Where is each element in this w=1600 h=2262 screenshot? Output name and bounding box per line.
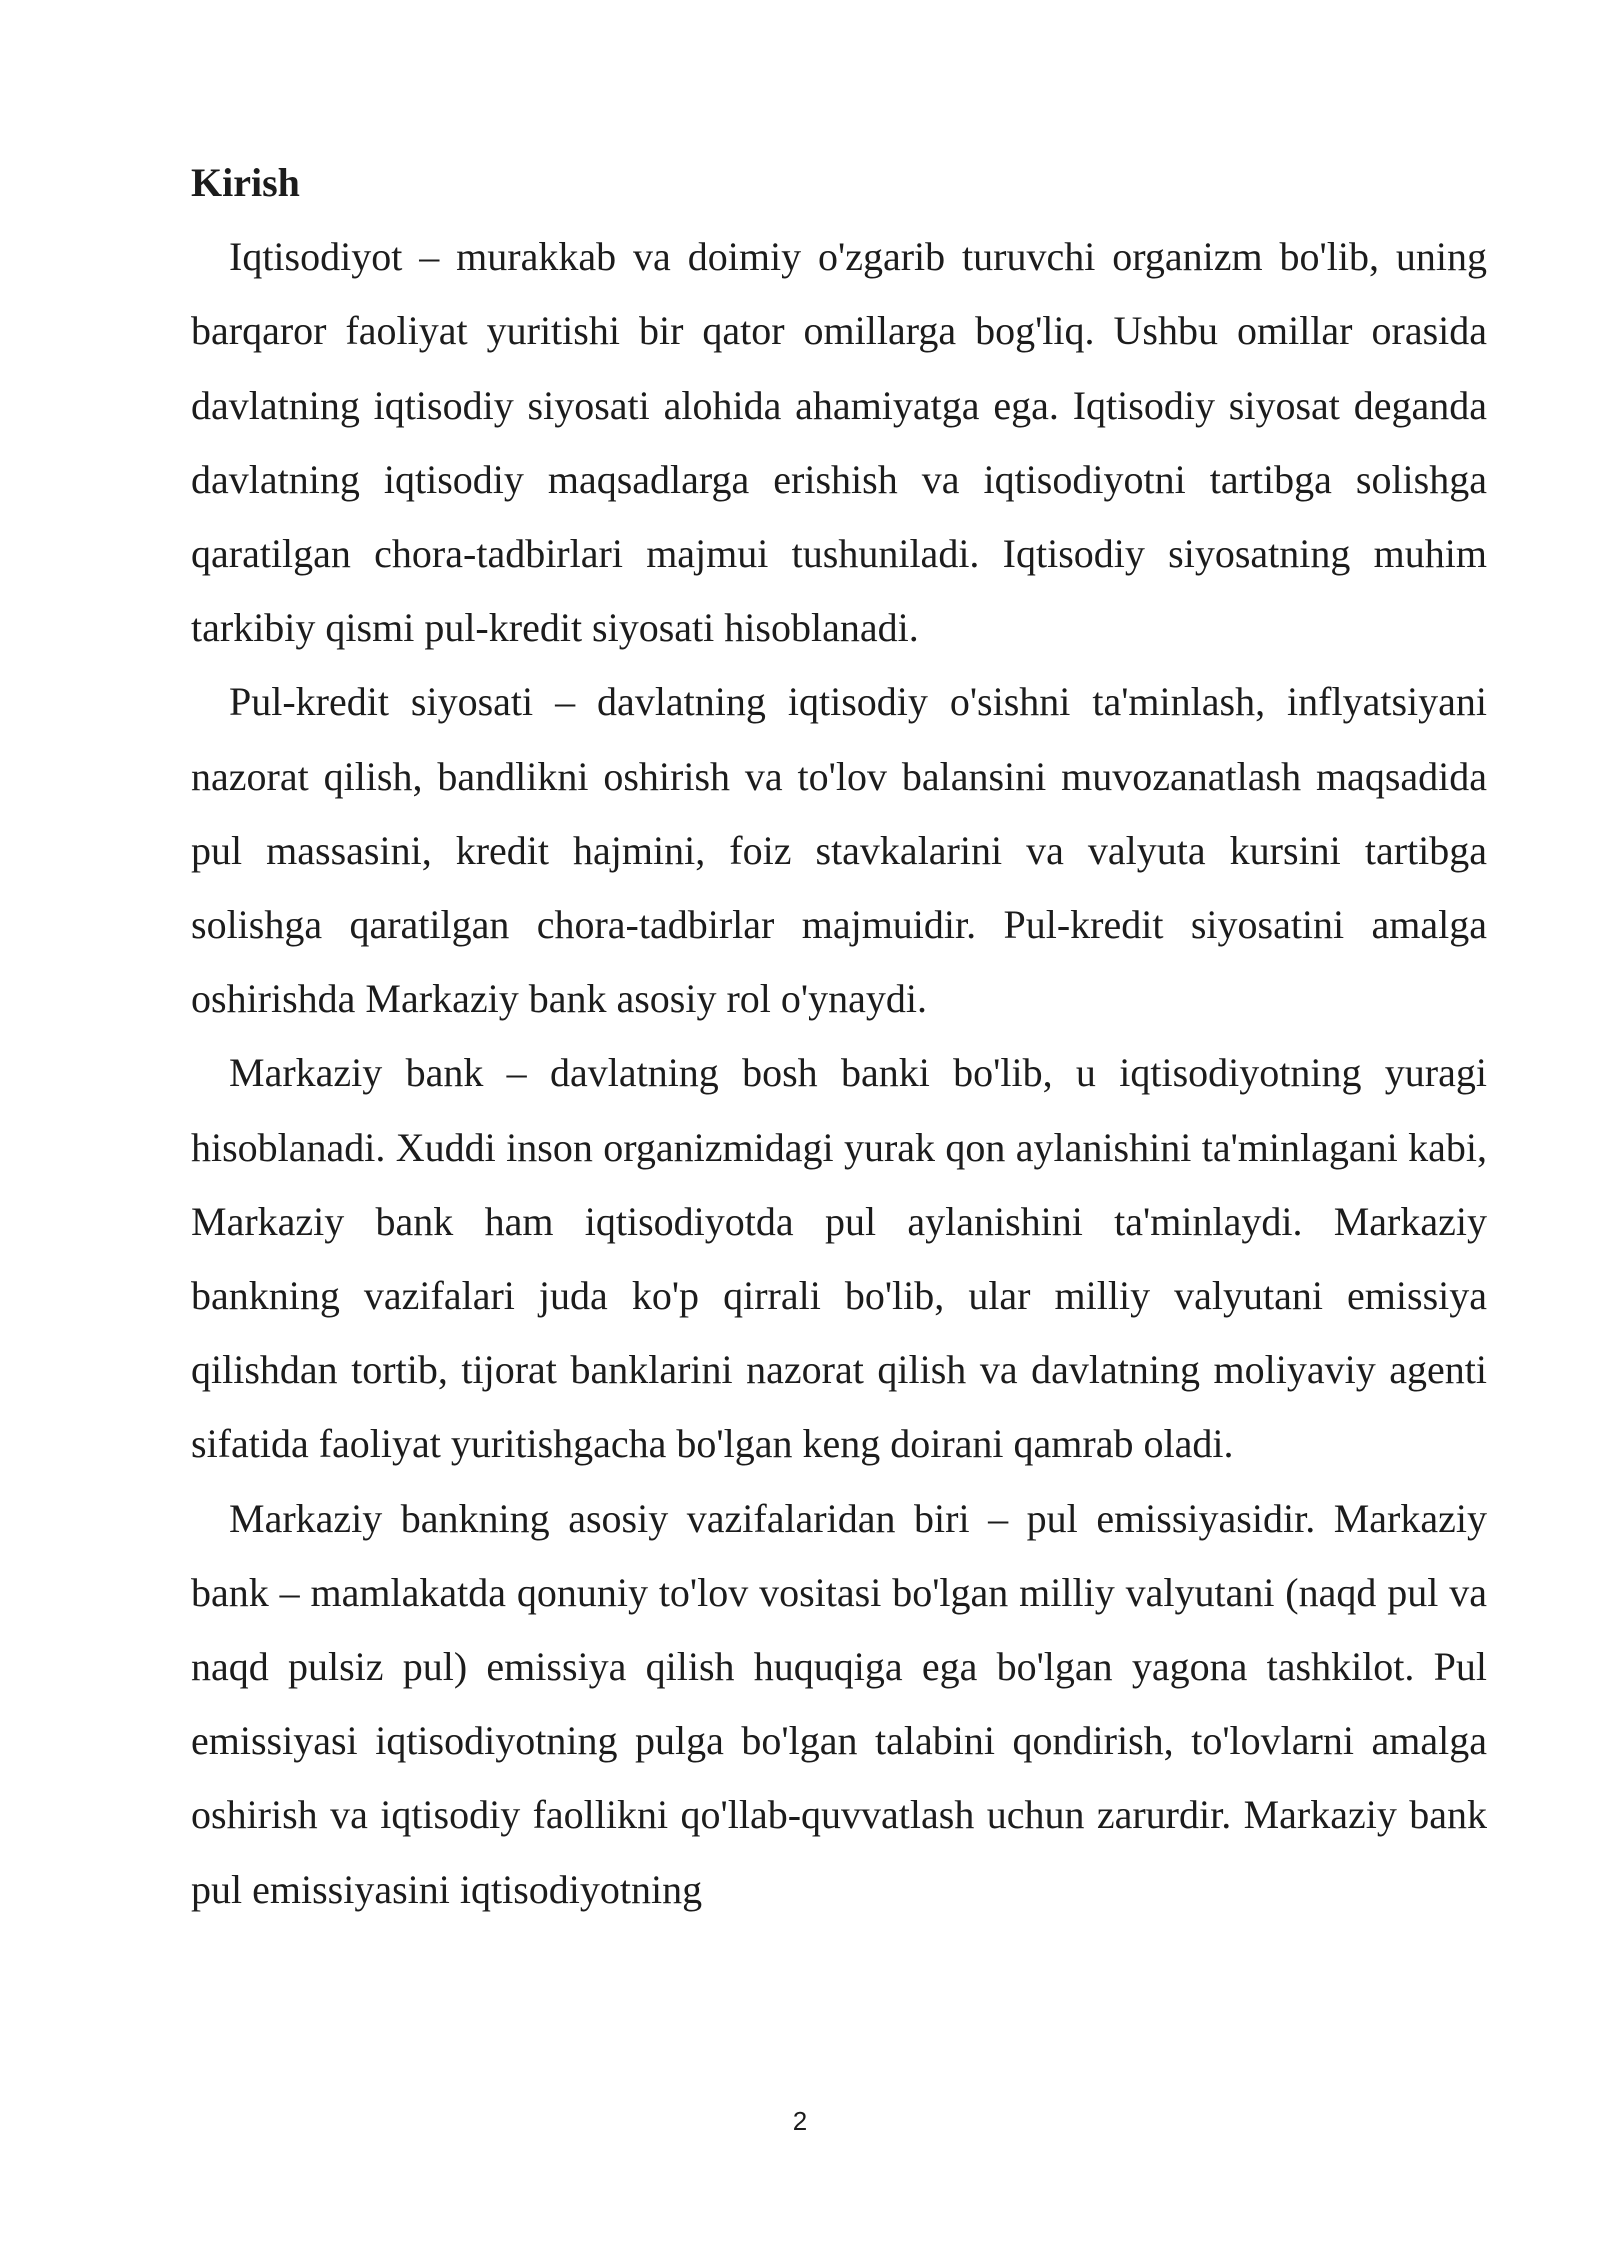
paragraph: Markaziy bank – davlatning bosh banki bo'lib, u iqtisodiyotning yuragi hisoblanadi. Xuddi inson organizmidagi yurak qon aylanishini ta'minlagani kabi, Markaziy bank ham iqtisodiyotda pul aylanishini ta'minlaydi. Markaziy bankning vazifalari juda ko'p qirrali bo'lib, ular milliy valyutani emissiya qilishdan tortib, tijorat banklarini nazorat qilish va davlatning moliyaviy agenti sifatida faoliyat yuritishgacha bo'lgan keng doirani qamrab oladi. bbox=[191, 1050, 1487, 1467]
paragraph: Iqtisodiyot – murakkab va doimiy o'zgarib turuvchi organizm bo'lib, uning barqaror faoliyat yuritishi bir qator omillarga bog'liq. Ushbu omillar orasida davlatning iqtisodiy siyosati alohida ahamiyatga ega. Iqtisodiy siyosat deganda davlatning iqtisodiy maqsadlarga erishish va iqtisodiyotni tartibga solishga qaratilgan chora-tadbirlari majmui tushuniladi. Iqtisodiy siyosatning muhim tarkibiy qismi pul-kredit siyosati hisoblanadi. bbox=[191, 234, 1487, 651]
paragraph: Markaziy bankning asosiy vazifalaridan biri – pul emissiyasidir. Markaziy bank – mamlakatda qonuniy to'lov vositasi bo'lgan milliy valyutani (naqd pul va naqd pulsiz pul) emissiya qilish huquqiga ega bo'lgan yagona tashkilot. Pul emissiyasi iqtisodiyotning pulga bo'lgan talabini qondirish, to'lovlarni amalga oshirish va iqtisodiy faollikni qo'llab-quvvatlash uchun zarurdir. Markaziy bank pul emissiyasini iqtisodiyotning bbox=[191, 1495, 1487, 1912]
paragraph: Pul-kredit siyosati – davlatning iqtisodiy o'sishni ta'minlash, inflyatsiyani nazorat qilish, bandlikni oshirish va to'lov balansini muvozanatlash maqsadida pul massasini, kredit hajmini, foiz stavkalarini va valyuta kursini tartibga solishga qaratilgan chora-tadbirlar majmuidir. Pul-kredit siyosatini amalga oshirishda Markaziy bank asosiy rol o'ynaydi. bbox=[191, 679, 1487, 1022]
page-number: 2 bbox=[792, 2106, 808, 2136]
body-text bbox=[191, 146, 1487, 1927]
section-heading: Kirish bbox=[191, 160, 300, 205]
